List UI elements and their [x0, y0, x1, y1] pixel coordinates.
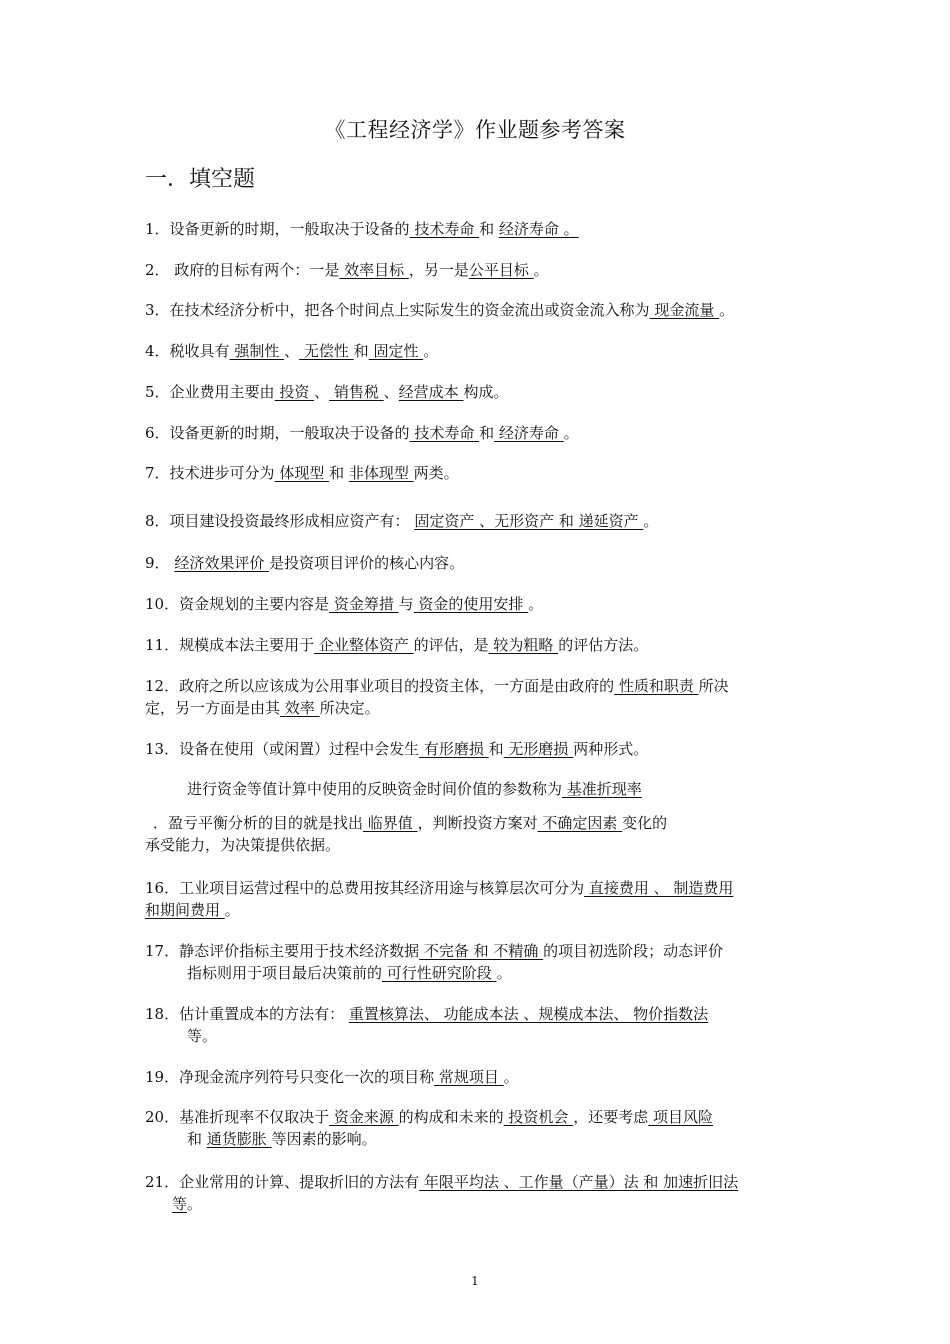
- question-6: 6．设备更新的时期，一般取决于设备的 技术寿命 和 经济寿命 。: [145, 424, 579, 442]
- question-15: ．盈亏平衡分析的目的就是找出 临界值 ，判断投资方案对 不确定因素 变化的 承受能力，为决策提供依据。: [145, 814, 668, 854]
- answer: 非体现型: [348, 464, 414, 482]
- answer: 等: [172, 1195, 188, 1213]
- question-21: 21．企业常用的计算、提取折旧的方法有 年限平均法 、工作量（产量）法 和 加速折旧法 等。: [145, 1173, 739, 1213]
- answer: 体现型: [274, 464, 330, 482]
- answer: 投资: [274, 383, 315, 401]
- answer: 经济寿命 。: [498, 220, 579, 238]
- answer: 年限平均法 、工作量（产量）法 和 加速折旧法: [419, 1173, 739, 1191]
- question-16: 16．工业项目运营过程中的总费用按其经济用途与核算层次可分为 直接费用 、 制造费用 和期间费用 。: [145, 879, 734, 919]
- answer: 投资机会: [503, 1108, 574, 1126]
- answer: 企业整体资产: [314, 636, 414, 654]
- answer: 项目风险: [648, 1108, 713, 1126]
- answer: 固定资产 、无形资产 和 递延资产: [414, 512, 644, 530]
- question-17: 17．静态评价指标主要用于技术经济数据 不完备 和 不精确 的项目初选阶段；动态评价 指标则用于项目最后决策前的 可行性研究阶段 。: [145, 942, 724, 982]
- answer: 效率: [280, 699, 320, 717]
- question-12: 12．政府之所以应该成为公用事业项目的投资主体，一方面是由政府的 性质和职责 所决 定，另一方面是由其 效率 所决定。: [145, 677, 729, 717]
- answer: 和期间费用: [145, 901, 225, 919]
- answer: 经营成本: [398, 383, 464, 401]
- question-1: 1．设备更新的时期，一般取决于设备的 技术寿命 和 经济寿命 。: [145, 220, 579, 238]
- question-5: 5．企业费用主要由 投资 、 销售税 、经营成本 构成。: [145, 383, 509, 401]
- answer: 常规项目: [434, 1068, 504, 1086]
- answer: 不确定因素: [537, 814, 623, 832]
- answer: 经济效果评价: [174, 554, 270, 572]
- answer: 销售税: [329, 383, 384, 401]
- question-13: 13．设备在使用（或闲置）过程中会发生 有形磨损 和 无形磨损 两种形式。: [145, 740, 649, 758]
- question-2: 2． 政府的目标有两个：一是 效率目标 ，另一是公平目标 。: [145, 261, 549, 279]
- answer: 效率目标: [339, 261, 409, 279]
- answer: 现金流量: [649, 301, 720, 319]
- answer: 强制性: [229, 342, 285, 360]
- answer: 资金的使用安排: [413, 595, 529, 613]
- answer: 资金来源: [329, 1108, 399, 1126]
- document-title: 《工程经济学》作业题参考答案: [324, 118, 626, 142]
- answer: 性质和职责: [614, 677, 699, 695]
- question-4: 4．税收具有 强制性 、 无偿性 和 固定性 。: [145, 342, 439, 360]
- answer: 技术寿命: [409, 424, 480, 442]
- question-8: 8．项目建设投资最终形成相应资产有： 固定资产 、无形资产 和 递延资产 。: [145, 512, 659, 530]
- question-3: 3．在技术经济分析中，把各个时间点上实际发生的资金流出或资金流入称为 现金流量 。: [145, 301, 735, 319]
- answer: 无形磨损: [503, 740, 574, 758]
- question-7: 7．技术进步可分为 体现型 和 非体现型 两类。: [145, 464, 459, 482]
- answer: 基准折现率: [562, 780, 642, 798]
- answer: 技术寿命: [409, 220, 480, 238]
- answer: 不完备 和 不精确: [419, 942, 544, 960]
- answer: 重置核算法、 功能成本法 、规模成本法、 物价指数法: [348, 1005, 709, 1023]
- answer: 通货膨胀: [206, 1130, 272, 1148]
- answer: 直接费用 、 制造费用: [584, 879, 734, 897]
- question-11: 11．规模成本法主要用于 企业整体资产 的评估，是 较为粗略 的评估方法。: [145, 636, 649, 654]
- answer: 固定性: [368, 342, 424, 360]
- question-14: 进行资金等值计算中使用的反映资金时间价值的参数称为 基准折现率: [187, 780, 642, 798]
- answer: 无偿性: [299, 342, 354, 360]
- section-heading: 一．填空题: [145, 167, 256, 192]
- answer: 资金筹措: [329, 595, 399, 613]
- page-number: 1: [471, 1274, 479, 1288]
- answer: 公平目标: [468, 261, 534, 279]
- answer: 临界值: [363, 814, 418, 832]
- question-19: 19．净现金流序列符号只变化一次的项目称 常规项目 。: [145, 1068, 519, 1086]
- question-20: 20．基准折现率不仅取决于 资金来源 的构成和未来的 投资机会 ，还要考虑 项目风险 和 通货膨胀 等因素的影响。: [145, 1108, 713, 1148]
- answer: 有形磨损: [419, 740, 489, 758]
- answer: 可行性研究阶段: [382, 964, 497, 982]
- question-9: 9． 经济效果评价 是投资项目评价的核心内容。: [145, 554, 465, 572]
- question-10: 10．资金规划的主要内容是 资金筹措 与 资金的使用安排 。: [145, 595, 544, 613]
- question-18: 18．估计重置成本的方法有： 重置核算法、 功能成本法 、规模成本法、 物价指数法 等。: [145, 1005, 709, 1045]
- answer: 经济寿命: [494, 424, 564, 442]
- answer: 较为粗略: [488, 636, 559, 654]
